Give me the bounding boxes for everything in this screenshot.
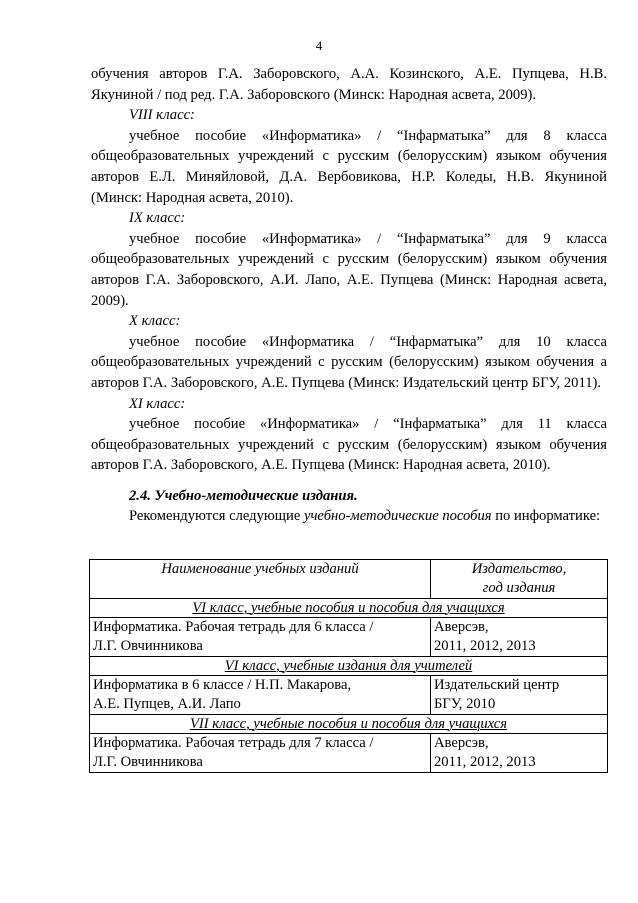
intro-text-emphasis: учебно-методические пособия	[303, 508, 492, 525]
grade-10-label: X класс:	[129, 313, 181, 330]
book-name-line1: Информатика. Рабочая тетрадь для 6 класса /	[93, 619, 374, 635]
table-section-row	[90, 657, 608, 676]
grade-8-paragraph: учебное пособие «Информатика» / “Інфарматыка” для 8 класса общеобразовательных учреждений с русским (белорусским) языком обучения авторов Е.Л. Миняйловой, Д.А. Вербовикова, Н.Р. Коледы, Н.В. Якуниной (Минск: Народная асвета, 2010).	[91, 127, 607, 206]
publisher-line2: БГУ, 2010	[434, 696, 496, 712]
intro-paragraph	[91, 506, 607, 527]
header-publisher-line2: год издания	[482, 580, 556, 596]
publisher-cell	[431, 734, 608, 773]
grade-11-paragraph: учебное пособие «Информатика» / “Інфарматыка” для 11 класса общеобразовательных учреждений с русским (белорусским) языком обучения авторов Г.А. Заборовского, А.Е. Пупцева (Минск: Народная асвета, 2010).	[91, 416, 607, 474]
section-title-cell: VII класс, учебные пособия и пособия для учащихся	[90, 715, 608, 734]
table-section-row	[90, 715, 608, 734]
header-publisher-cell	[431, 560, 608, 599]
intro-text-end: по информатике:	[491, 508, 601, 525]
book-name-line1: Информатика в 6 классе / Н.П. Макарова,	[93, 677, 352, 693]
grade-10-paragraph: учебное пособие «Информатика / “Інфарматыка” для 10 класса общеобразовательных учреждений с русским (белорусским) языком обучения а авторов Г.А. Заборовского, А.Е. Пупцева (Минск: Издательский центр БГУ, 2011).	[91, 333, 607, 391]
book-name-line2: А.Е. Пупцев, А.И. Лапо	[93, 696, 241, 712]
header-publisher-line1: Издательство,	[471, 561, 567, 577]
paragraph-continuation: обучения авторов Г.А. Заборовского, А.А. Козинского, А.Е. Пупцева, Н.В. Якуниной / под ред. Г.А. Заборовского (Минск: Народная асвета, 2009).	[91, 66, 607, 103]
section-heading: 2.4. Учебно-методические издания.	[129, 487, 358, 504]
book-name-cell	[90, 734, 431, 773]
grade-11-label: XI класс:	[129, 395, 186, 412]
publisher-line1: Аверсэв,	[434, 735, 489, 751]
table-row	[90, 734, 608, 773]
book-name-cell	[90, 676, 431, 715]
grade-8-label: VIII класс:	[129, 107, 195, 124]
table-section-row	[90, 599, 608, 618]
document-body	[91, 64, 607, 527]
table-header-row	[90, 560, 608, 599]
grade-9-label: IX класс:	[129, 210, 186, 227]
publications-table	[89, 559, 608, 773]
grade-9-paragraph: учебное пособие «Информатика» / “Інфарматыка” для 9 класса общеобразовательных учреждений с русским (белорусским) языком обучения авторов Г.А. Заборовского, А.И. Лапо, А.Е. Пупцева (Минск: Народная асвета, 2009).	[91, 230, 607, 309]
intro-text-start: Рекомендуются следующие	[129, 508, 304, 525]
publisher-cell	[431, 676, 608, 715]
publisher-cell	[431, 618, 608, 657]
table-row	[90, 618, 608, 657]
publisher-line1: Издательский центр	[434, 677, 560, 693]
book-name-line2: Л.Г. Овчинникова	[93, 754, 203, 770]
book-name-line1: Информатика. Рабочая тетрадь для 7 класса /	[93, 735, 374, 751]
book-name-line2: Л.Г. Овчинникова	[93, 638, 203, 654]
section-title-cell: VI класс, учебные пособия и пособия для учащихся	[90, 599, 608, 618]
book-name-cell	[90, 618, 431, 657]
page-number: 4	[315, 38, 323, 53]
table-row	[90, 676, 608, 715]
header-name-cell: Наименование учебных изданий	[90, 560, 431, 599]
publisher-line1: Аверсэв,	[434, 619, 489, 635]
section-title-cell: VI класс, учебные издания для учителей	[90, 657, 608, 676]
publisher-line2: 2011, 2012, 2013	[434, 638, 536, 654]
publisher-line2: 2011, 2012, 2013	[434, 754, 536, 770]
